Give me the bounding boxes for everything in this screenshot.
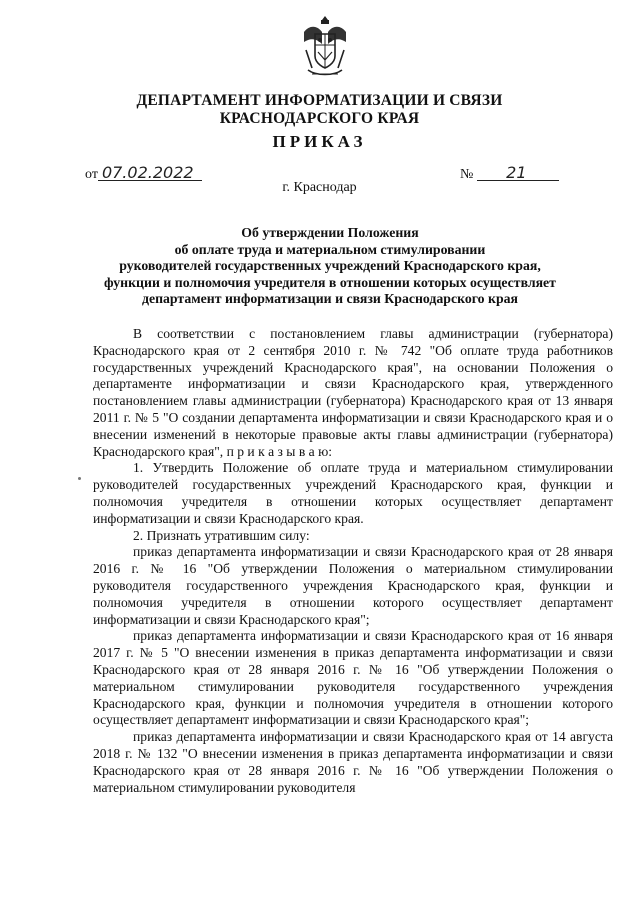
department-name-line2: КРАСНОДАРСКОГО КРАЯ: [219, 110, 420, 127]
date-value: 07.02.2022: [98, 165, 202, 181]
margin-mark: [78, 477, 81, 480]
document-type: ПРИКАЗ: [272, 132, 367, 151]
preamble-paragraph: В соответствии с постановлением главы администрации (губернатора) Краснодарского края от 2 сентября 2010 г. № 742 "Об оплате труда работников государственных учреждений Краснодарского края", на основании Положения о департаменте информатизации и связи Краснодарского края, утвержденного постановлением главы администрации (губернатора) Краснодарского края от 13 января 2011 г. № 5 "О создании департамента информатизации и связи Краснодарского края и о внесении изменений в некоторые правовые акты главы администрации (губернатора) Краснодарского края", п р и к а з ы в а ю:: [93, 326, 613, 459]
date-prefix: от: [85, 167, 98, 182]
item-1-paragraph: 1. Утвердить Положение об оплате труда и материальном стимулировании руководителей государственных учреждений Краснодарского края, функции и полномочия учредителя в отношении которых осуществляет департамент информатизации и связи Краснодарского края.: [93, 460, 613, 526]
city: г. Краснодар: [282, 180, 357, 195]
title-line: руководителей государственных учреждений Краснодарского края,: [119, 258, 541, 274]
title-line: функции и полномочия учредителя в отношении которых осуществляет: [104, 274, 556, 290]
subitem-paragraph: приказ департамента информатизации и связи Краснодарского края от 16 января 2017 г. № 5 "О внесении изменения в приказ департамента информатизации и связи Краснодарского края от 28 января 2016 г. № 16 "Об утверждении Положения о материальном стимулировании руководителя государственного учреждения Краснодарского края, функции и полномочия учредителя в отношении которого осуществляет департамент информатизации и связи Краснодарского края";: [93, 628, 613, 728]
title-line: департамент информатизации и связи Краснодарского края: [141, 291, 519, 307]
number-prefix: №: [460, 167, 474, 182]
department-name-line1: ДЕПАРТАМЕНТ ИНФОРМАТИЗАЦИИ И СВЯЗИ: [136, 92, 503, 109]
number-value: 21: [477, 165, 559, 181]
title-line: Об утверждении Положения: [241, 225, 419, 240]
title-line: об оплате труда и материальном стимулировании: [174, 241, 486, 257]
document-body: [93, 326, 613, 796]
coat-of-arms-emblem: [300, 14, 350, 80]
document-title: [80, 225, 580, 308]
subitem-paragraph: приказ департамента информатизации и связи Краснодарского края от 28 января 2016 г. № 16 "Об утверждении Положения о материальном стимулировании руководителя государственного учреждения Краснодарского края, функции и полномочия учредителя в отношении которого осуществляет департамент информатизации и связи Краснодарского края";: [93, 544, 613, 627]
item-2-paragraph: 2. Признать утратившим силу:: [133, 527, 310, 543]
subitem-paragraph: приказ департамента информатизации и связи Краснодарского края от 14 августа 2018 г. № 132 "О внесении изменения в приказ департамента информатизации и связи Краснодарского края от 28 января 2016 г. № 16 "Об утверждении Положения о материальном стимулировании руководителя: [93, 729, 613, 795]
